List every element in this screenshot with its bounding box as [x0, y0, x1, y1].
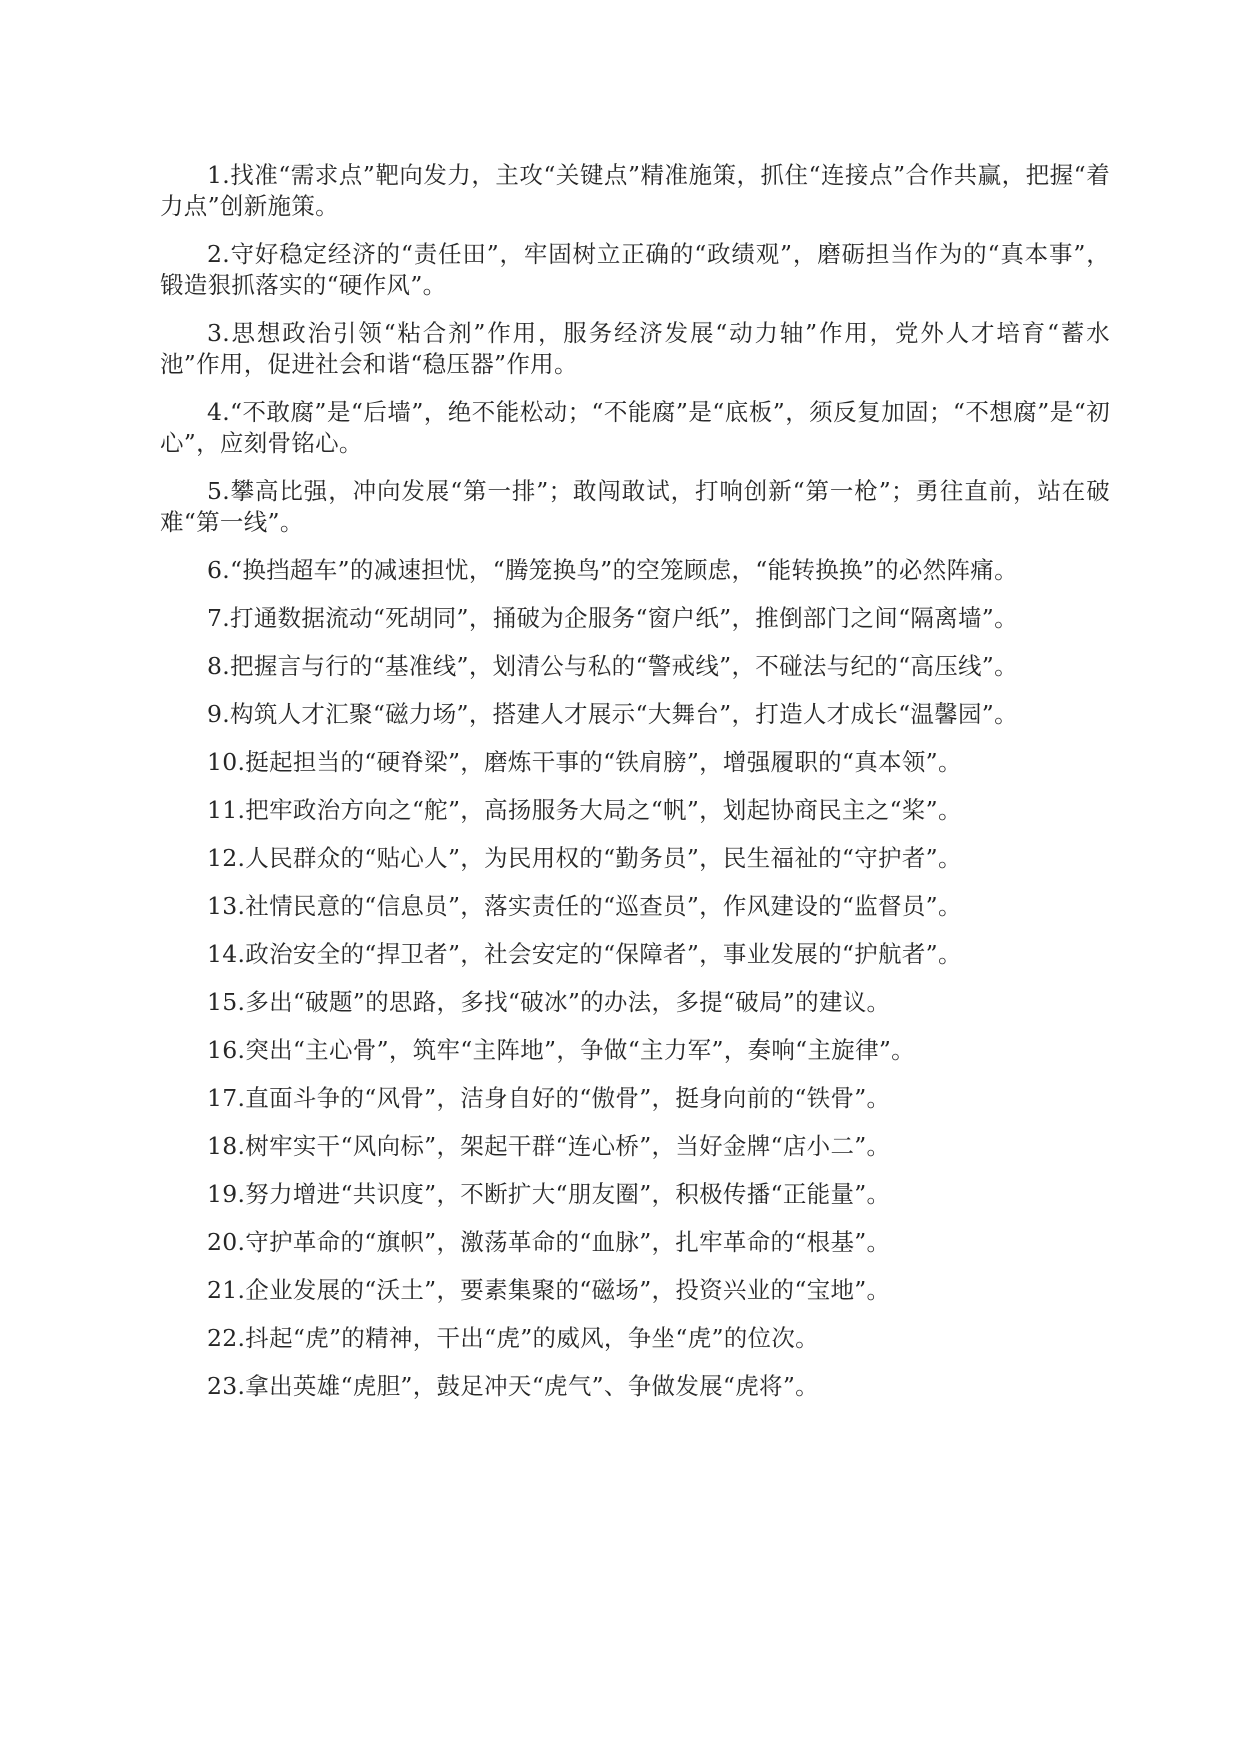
list-item: 1.找准“需求点”靶向发力，主攻“关键点”精准施策，抓住“连接点”合作共赢，把握“着力点”创新施策。: [160, 161, 1110, 220]
list-item: 12.人民群众的“贴心人”，为民用权的“勤务员”，民生福祉的“守护者”。: [207, 844, 962, 872]
document-body: [160, 160, 1110, 1419]
list-item: 17.直面斗争的“风骨”，洁身自好的“傲骨”，挺身向前的“铁骨”。: [207, 1084, 891, 1112]
list-item: 7.打通数据流动“死胡同”，捅破为企服务“窗户纸”，推倒部门之间“隔离墙”。: [207, 604, 1018, 632]
list-item: 16.突出“主心骨”，筑牢“主阵地”，争做“主力军”，奏响“主旋律”。: [207, 1036, 915, 1064]
list-item: 19.努力增进“共识度”，不断扩大“朋友圈”，积极传播“正能量”。: [207, 1180, 891, 1208]
list-item: 11.把牢政治方向之“舵”，高扬服务大局之“帆”，划起协商民主之“桨”。: [207, 796, 962, 824]
list-item: 3.思想政治引领“粘合剂”作用，服务经济发展“动力轴”作用，党外人才培育“蓄水池”作用，促进社会和谐“稳压器”作用。: [160, 319, 1110, 378]
list-item: 20.守护革命的“旗帜”，激荡革命的“血脉”，扎牢革命的“根基”。: [207, 1228, 891, 1256]
list-item: 2.守好稳定经济的“责任田”，牢固树立正确的“政绩观”，磨砺担当作为的“真本事”，锻造狠抓落实的“硬作风”。: [160, 240, 1110, 299]
list-item: 18.树牢实干“风向标”，架起干群“连心桥”，当好金牌“店小二”。: [207, 1132, 891, 1160]
list-item: 22.抖起“虎”的精神，干出“虎”的威风，争坐“虎”的位次。: [207, 1324, 819, 1352]
list-item: 15.多出“破题”的思路，多找“破冰”的办法，多提“破局”的建议。: [207, 988, 891, 1016]
list-item: 23.拿出英雄“虎胆”，鼓足冲天“虎气”、争做发展“虎将”。: [207, 1372, 819, 1400]
list-item: 8.把握言与行的“基准线”，划清公与私的“警戒线”，不碰法与纪的“高压线”。: [207, 652, 1018, 680]
list-item: 6.“换挡超车”的减速担忧，“腾笼换鸟”的空笼顾虑，“能转换换”的必然阵痛。: [207, 556, 1018, 584]
list-item: 14.政治安全的“捍卫者”，社会安定的“保障者”，事业发展的“护航者”。: [207, 940, 962, 968]
list-item: 4.“不敢腐”是“后墙”，绝不能松动；“不能腐”是“底板”，须反复加固；“不想腐”是“初心”，应刻骨铭心。: [160, 398, 1110, 457]
list-item: 13.社情民意的“信息员”，落实责任的“巡查员”，作风建设的“监督员”。: [207, 892, 962, 920]
list-item: 21.企业发展的“沃土”，要素集聚的“磁场”，投资兴业的“宝地”。: [207, 1276, 891, 1304]
list-item: 9.构筑人才汇聚“磁力场”，搭建人才展示“大舞台”，打造人才成长“温馨园”。: [207, 700, 1018, 728]
list-item: 10.挺起担当的“硬脊梁”，磨炼干事的“铁肩膀”，增强履职的“真本领”。: [207, 748, 962, 776]
list-item: 5.攀高比强，冲向发展“第一排”；敢闯敢试，打响创新“第一枪”；勇往直前，站在破难“第一线”。: [160, 477, 1110, 536]
